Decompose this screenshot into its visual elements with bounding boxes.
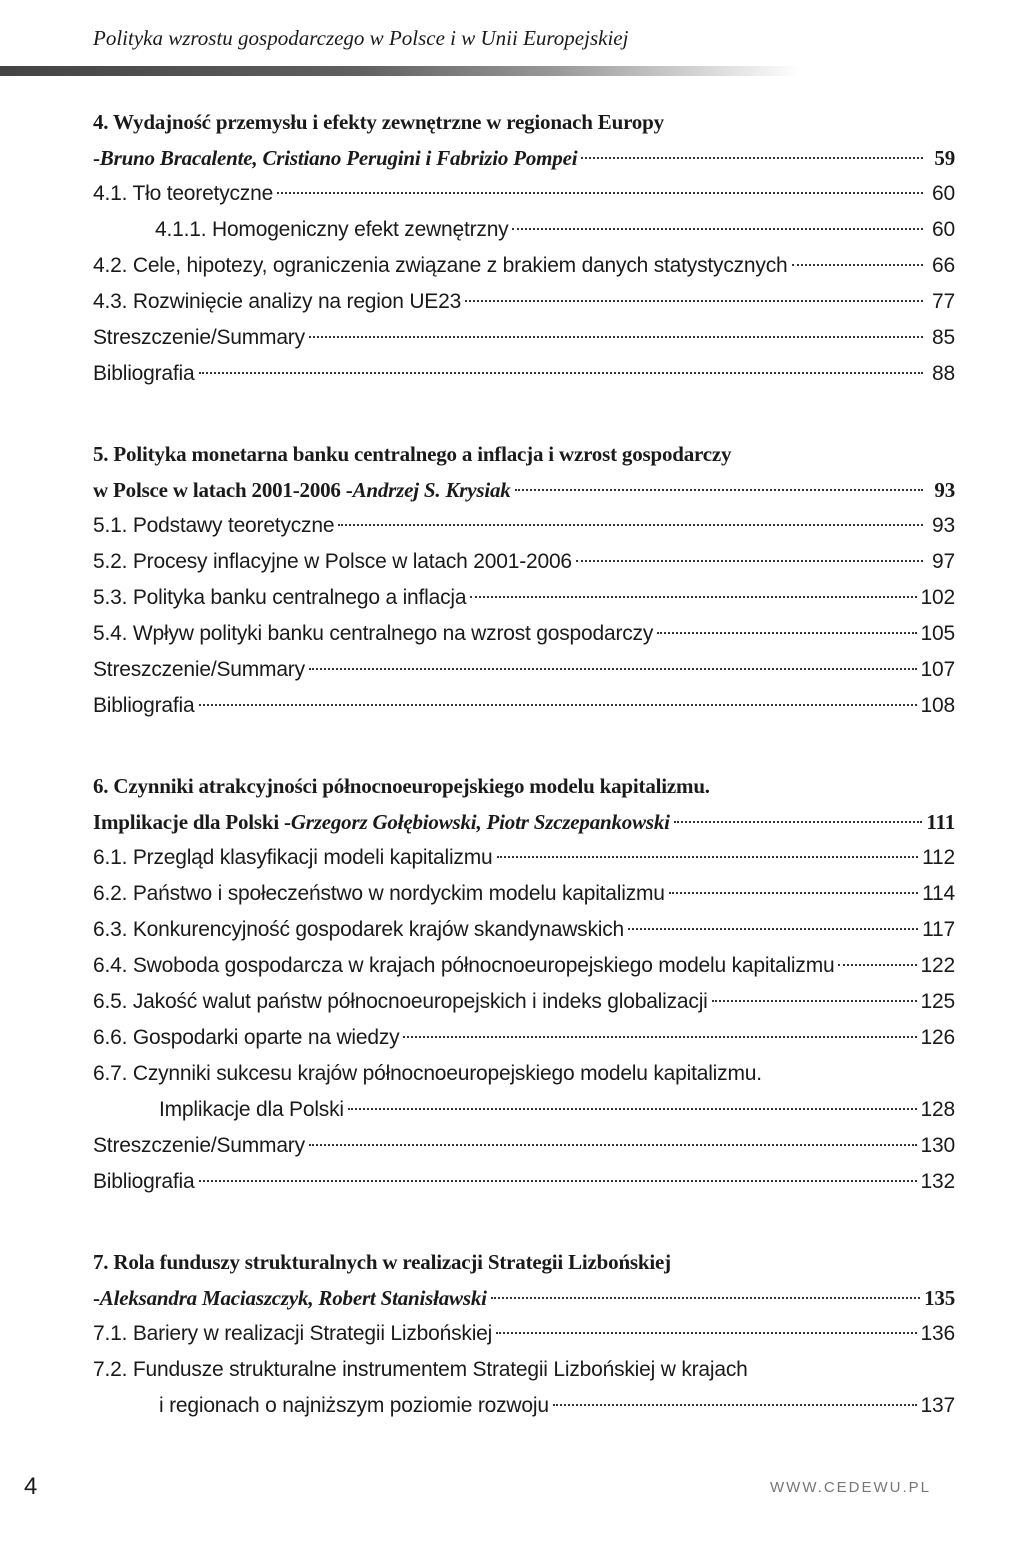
chapter-title-line [93,436,955,472]
toc-entry [93,616,955,652]
toc-entry-text: Streszczenie/Summary [93,658,305,681]
chapter-title: 7. Rola funduszy strukturalnych w realizacji Strategii Lizbońskiej [93,1250,671,1274]
dot-leader [512,228,923,230]
dot-leader [199,372,924,374]
dot-leader [465,300,923,302]
toc-entry-page: 77 [932,290,955,313]
toc-entry-page: 114 [922,882,955,905]
dot-leader [338,524,923,526]
toc-entry-page: 137 [920,1394,955,1417]
chapter-page-number: 111 [926,810,955,834]
toc-entry-page: 93 [932,514,955,537]
chapter-byline [93,472,955,508]
toc-entry-text: 4.2. Cele, hipotezy, ograniczenia związane z brakiem danych statystycznych [93,254,788,277]
chapter-byline-prefix: - [93,146,100,170]
toc-entry-text: Streszczenie/Summary [93,1134,305,1157]
toc-entry-page: 60 [932,182,955,205]
toc-entry-text: 5.4. Wpływ polityki banku centralnego na wzrost gospodarczy [93,622,654,645]
toc-entry-page: 85 [932,326,955,349]
toc-entry-text: 5.1. Podstawy teoretyczne [93,514,335,537]
toc-entry-text: 6.5. Jakość walut państw północnoeuropejskich i indeks globalizacji [93,990,708,1013]
running-header: Polityka wzrostu gospodarczego w Polsce i w Unii Europejskiej [93,26,629,50]
toc-entry [93,508,955,544]
toc-entry [93,1092,955,1128]
toc-entry-text: Bibliografia [93,1170,195,1193]
toc-entry-text: Implikacje dla Polski [159,1098,344,1121]
dot-leader [491,1297,920,1299]
chapter-title-line [93,104,955,140]
toc-entry [93,948,955,984]
dot-leader [199,1180,917,1182]
toc-entry [93,284,955,320]
dot-leader [403,1036,916,1038]
toc-entry [93,320,955,356]
toc-entry-text: 6.6. Gospodarki oparte na wiedzy [93,1026,400,1049]
toc-entry-text: 7.1. Bariery w realizacji Strategii Lizbońskiej [93,1322,493,1345]
dot-leader [674,821,923,823]
toc-entry [93,652,955,688]
toc-entry-text: 7.2. Fundusze strukturalne instrumentem Strategii Lizbońskiej w krajach [93,1358,748,1381]
chapter-title-line [93,1244,955,1280]
toc-entry-text: Streszczenie/Summary [93,326,305,349]
dot-leader [669,892,918,894]
chapter-gap [93,724,955,768]
toc-entry [93,176,955,212]
toc-entry-text: Bibliografia [93,694,195,717]
toc-entry [93,356,955,392]
toc-entry-text: 6.7. Czynniki sukcesu krajów północnoeuropejskiego modelu kapitalizmu. [93,1062,762,1085]
toc-entry [93,1164,955,1200]
chapter-page-number: 135 [924,1286,955,1310]
dot-leader [838,964,916,966]
toc-entry-text: 5.2. Procesy inflacyjne w Polsce w latach 2001-2006 [93,550,572,573]
dot-leader [496,1332,916,1334]
chapter-title: 5. Polityka monetarna banku centralnego a inflacja i wzrost gospodarczy [93,442,732,466]
toc-entry-text: Bibliografia [93,362,195,385]
chapter-page-number: 59 [934,146,955,170]
toc-entry-text: 6.4. Swoboda gospodarcza w krajach północnoeuropejskiego modelu kapitalizmu [93,954,835,977]
toc-entry [93,1352,955,1388]
chapter-byline-prefix: w Polsce w latach 2001-2006 - [93,478,353,502]
dot-leader [470,596,916,598]
toc-entry [93,912,955,948]
chapter-authors: Bruno Bracalente, Cristiano Perugini i Fabrizio Pompei [99,146,578,170]
toc-entry-page: 122 [920,954,955,977]
toc-entry-page: 132 [920,1170,955,1193]
toc-entry [93,1056,955,1092]
toc-entry-page: 97 [932,550,955,573]
chapter-byline [93,1280,955,1316]
toc-entry-text: 6.2. Państwo i społeczeństwo w nordyckim modelu kapitalizmu [93,882,665,905]
toc-entry-page: 136 [920,1322,955,1345]
dot-leader [309,668,917,670]
dot-leader [497,856,919,858]
dot-leader [199,704,917,706]
toc-entry-text: 4.1.1. Homogeniczny efekt zewnętrzny [155,218,509,241]
toc-entry-page: 112 [922,846,955,869]
toc-entry [93,1388,955,1424]
chapter-authors: Aleksandra Maciaszczyk, Robert Stanisławski [99,1286,487,1310]
chapter-gap [93,392,955,436]
dot-leader [309,1144,917,1146]
toc-entry-text: 4.1. Tło teoretyczne [93,182,274,205]
dot-leader [657,632,916,634]
toc-entry-text: i regionach o najniższym poziomie rozwoju [159,1394,549,1417]
toc-entry-page: 105 [920,622,955,645]
chapter-byline-prefix: - [93,1286,100,1310]
toc-entry [93,544,955,580]
toc-entry [93,1316,955,1352]
chapter-page-number: 93 [934,478,955,502]
dot-leader [348,1108,917,1110]
chapter-gap [93,1200,955,1244]
dot-leader [576,560,923,562]
chapter-title-line [93,768,955,804]
toc-entry-text: 4.3. Rozwinięcie analizy na region UE23 [93,290,462,313]
toc-entry-page: 126 [920,1026,955,1049]
chapter-byline-prefix: Implikacje dla Polski - [93,810,291,834]
toc-entry-page: 125 [920,990,955,1013]
toc-entry-page: 108 [920,694,955,717]
chapter-byline [93,804,955,840]
dot-leader [309,336,923,338]
page-number: 4 [24,1473,38,1500]
toc-entry-page: 60 [932,218,955,241]
toc-entry [93,248,955,284]
toc-entry-page: 117 [922,918,955,941]
chapter-byline [93,140,955,176]
toc-entry [93,984,955,1020]
toc-entry-page: 107 [920,658,955,681]
chapter-title: 6. Czynniki atrakcyjności północnoeuropejskiego modelu kapitalizmu. [93,774,710,798]
toc-entry [93,580,955,616]
dot-leader [581,157,923,159]
dot-leader [277,192,923,194]
toc-entry [93,840,955,876]
dot-leader [553,1404,917,1406]
chapter-title: 4. Wydajność przemysłu i efekty zewnętrzne w regionach Europy [93,110,664,134]
chapter-authors: Andrzej S. Krysiak [352,478,511,502]
toc-entry-page: 66 [932,254,955,277]
chapter-authors: Grzegorz Gołębiowski, Piotr Szczepankowski [290,810,670,834]
toc-entry-text: 5.3. Polityka banku centralnego a inflacja [93,586,467,609]
toc-entry-page: 102 [920,586,955,609]
toc-entry-page: 130 [920,1134,955,1157]
toc-entry [93,1128,955,1164]
toc-entry-text: 6.1. Przegląd klasyfikacji modeli kapitalizmu [93,846,493,869]
toc-entry-page: 88 [932,362,955,385]
toc-entry [93,688,955,724]
publisher-url: WWW.CEDEWU.PL [770,1479,931,1496]
dot-leader [792,264,924,266]
toc-entry [93,1020,955,1056]
toc-entry [93,876,955,912]
toc-entry [93,212,955,248]
table-of-contents [93,104,955,1424]
toc-entry-text: 6.3. Konkurencyjność gospodarek krajów skandynawskich [93,918,625,941]
toc-entry-page: 128 [920,1098,955,1121]
dot-leader [628,928,918,930]
dot-leader [712,1000,917,1002]
dot-leader [515,489,923,491]
header-rule [0,66,800,76]
